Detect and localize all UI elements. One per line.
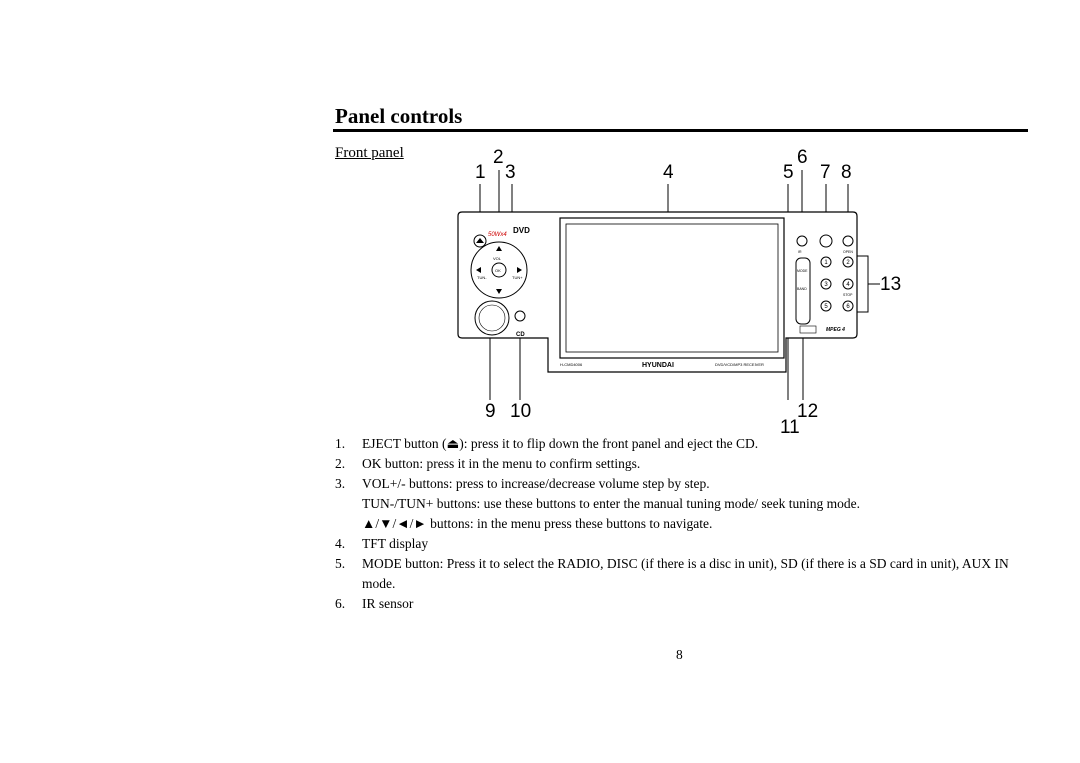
callout-9: 9: [485, 401, 496, 422]
svg-text:OPEN: OPEN: [843, 250, 853, 254]
svg-text:VOL: VOL: [493, 256, 502, 261]
callout-6: 6: [797, 147, 808, 168]
svg-text:OK: OK: [495, 268, 501, 273]
svg-text:HYUNDAI: HYUNDAI: [642, 362, 674, 369]
dvd-logo: DVD: [513, 226, 530, 235]
sd-slot: [515, 311, 525, 321]
svg-text:CD: CD: [516, 332, 525, 338]
svg-text:6: 6: [846, 304, 850, 310]
svg-text:2: 2: [846, 260, 850, 266]
volume-knob: [475, 301, 509, 335]
svg-text:MPEG 4: MPEG 4: [826, 327, 845, 333]
callout-3: 3: [505, 162, 516, 183]
list-item: 2. OK button: press it in the menu to confirm settings.: [335, 456, 641, 471]
callout-11: 11: [780, 417, 800, 438]
callout-8: 8: [841, 162, 852, 183]
page-title: Panel controls: [335, 104, 463, 128]
section-subtitle: Front panel: [335, 145, 404, 161]
mode-rocker: [796, 258, 810, 324]
list-item: 3. VOL+/- buttons: press to increase/decrease volume step by step. TUN-/TUN+ buttons: use these buttons to enter the manual tuning mode/ seek tuning mode. ▲/▼/◄/► buttons: in the menu press these buttons to navigate.: [335, 476, 861, 531]
callout-5: 5: [783, 162, 794, 183]
callout-1: 1: [475, 162, 486, 183]
svg-text:5: 5: [824, 304, 828, 310]
top-buttons: [797, 235, 853, 247]
svg-text:TUN-: TUN-: [477, 275, 487, 280]
svg-text:H-CMD4006: H-CMD4006: [560, 362, 583, 367]
callout-7: 7: [820, 162, 831, 183]
list-item: 6. IR sensor: [335, 596, 414, 611]
title-rule: [333, 129, 1028, 132]
svg-text:STOP: STOP: [843, 293, 853, 297]
callout-10: 10: [510, 401, 532, 422]
svg-text:TUN+: TUN+: [512, 275, 523, 280]
callout-13: 13: [880, 274, 902, 295]
svg-text:IR: IR: [798, 250, 802, 254]
svg-text:4: 4: [846, 282, 850, 288]
svg-text:MODE: MODE: [797, 269, 808, 273]
callout-4: 4: [663, 162, 674, 183]
svg-text:1: 1: [824, 260, 828, 266]
controls-list: [335, 434, 1035, 614]
page-number: 8: [676, 647, 683, 662]
svg-text:3: 3: [824, 282, 828, 288]
callout-2: 2: [493, 147, 504, 168]
svg-text:DVD/VCD/MP3 RECEIVER: DVD/VCD/MP3 RECEIVER: [715, 362, 764, 367]
list-item: 1. EJECT button (⏏): press it to flip down the front panel and eject the CD.: [335, 436, 759, 451]
eject-symbol-icon: ⏏: [446, 436, 460, 451]
list-item: 5. MODE button: Press it to select the RADIO, DISC (if there is a disc in unit), SD (if there is a SD card in unit), AUX IN mode.: [335, 556, 1009, 591]
callout-12: 12: [797, 401, 819, 422]
power-rating: 50Wx4: [488, 232, 507, 238]
svg-text:BAND: BAND: [797, 287, 807, 291]
list-item: 4. TFT display: [335, 536, 429, 551]
front-panel-diagram: [450, 147, 880, 400]
